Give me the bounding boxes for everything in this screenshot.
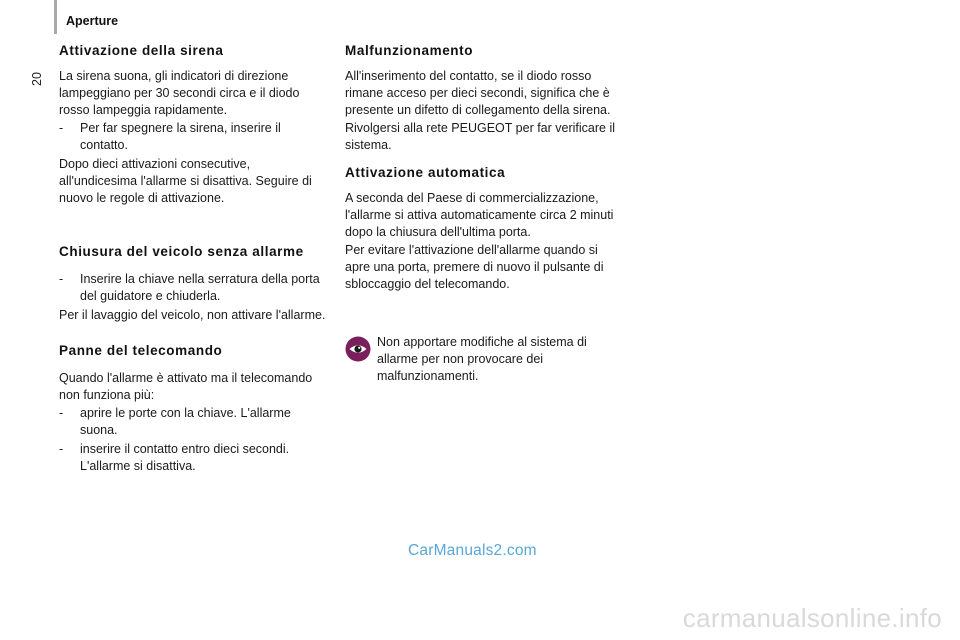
heading-attivazione-automatica: Attivazione automatica <box>345 164 506 180</box>
heading-attivazione-sirena: Attivazione della sirena <box>59 43 224 58</box>
bullet-text: Inserire la chiave nella serratura della porta del guidatore e chiuderla. <box>80 272 320 304</box>
paragraph: A seconda del Paese di commercializzazione, l'allarme si attiva automaticamente circa 2 minuti dopo la chiusura dell'ultima porta. <box>345 190 614 239</box>
heading-chiusura-senza-allarme: Chiusura del veicolo senza allarme <box>59 244 304 260</box>
bullet-item <box>59 120 327 154</box>
section-title: Aperture <box>66 14 119 28</box>
bullet-dash: - <box>59 121 64 136</box>
bullet-item <box>59 405 327 439</box>
page-number: 20 <box>30 72 44 86</box>
bullet-dash: - <box>59 272 64 287</box>
bullet-text: inserire il contatto entro dieci secondi. L'allarme si disattiva. <box>80 441 290 473</box>
paragraph: Dopo dieci attivazioni consecutive, all'undicesima l'allarme si disattiva. Seguire di nuovo le regole di attivazione. <box>59 156 312 205</box>
eye-icon <box>345 336 371 362</box>
watermark: CarManuals2.com <box>408 542 537 559</box>
bullet-dash: - <box>59 406 64 421</box>
left-column <box>59 42 327 475</box>
paragraph: La sirena suona, gli indicatori di direzione lampeggiano per 30 secondi circa e il diodo rosso lampeggia rapidamente. <box>59 69 300 117</box>
bullet-item <box>59 271 327 305</box>
header-bar <box>54 0 57 34</box>
note-text: Non apportare modifiche al sistema di allarme per non provocare dei malfunzionamenti. <box>377 335 587 383</box>
bullet-item <box>59 441 327 475</box>
bullet-text: aprire le porte con la chiave. L'allarme suona. <box>80 406 291 438</box>
paragraph: Per evitare l'attivazione dell'allarme quando si apre una porta, premere di nuovo il pulsante di sbloccaggio del telecomando. <box>345 243 604 291</box>
paragraph: Quando l'allarme è attivato ma il telecomando non funziona più: <box>59 370 313 402</box>
bullet-text: Per far spegnere la sirena, inserire il contatto. <box>80 121 281 153</box>
paragraph: Per il lavaggio del veicolo, non attivare l'allarme. <box>59 307 326 322</box>
bullet-dash: - <box>59 441 64 456</box>
heading-panne-telecomando: Panne del telecomando <box>59 342 223 358</box>
footer-watermark: carmanualsonline.info <box>682 603 942 633</box>
heading-malfunzionamento: Malfunzionamento <box>345 43 474 58</box>
paragraph: All'inserimento del contatto, se il diodo rosso rimane acceso per dieci secondi, significa che è presente un difetto di collegamento della sirena. <box>345 69 611 117</box>
right-column <box>345 42 625 293</box>
paragraph: Rivolgersi alla rete PEUGEOT per far verificare il sistema. <box>345 121 615 153</box>
